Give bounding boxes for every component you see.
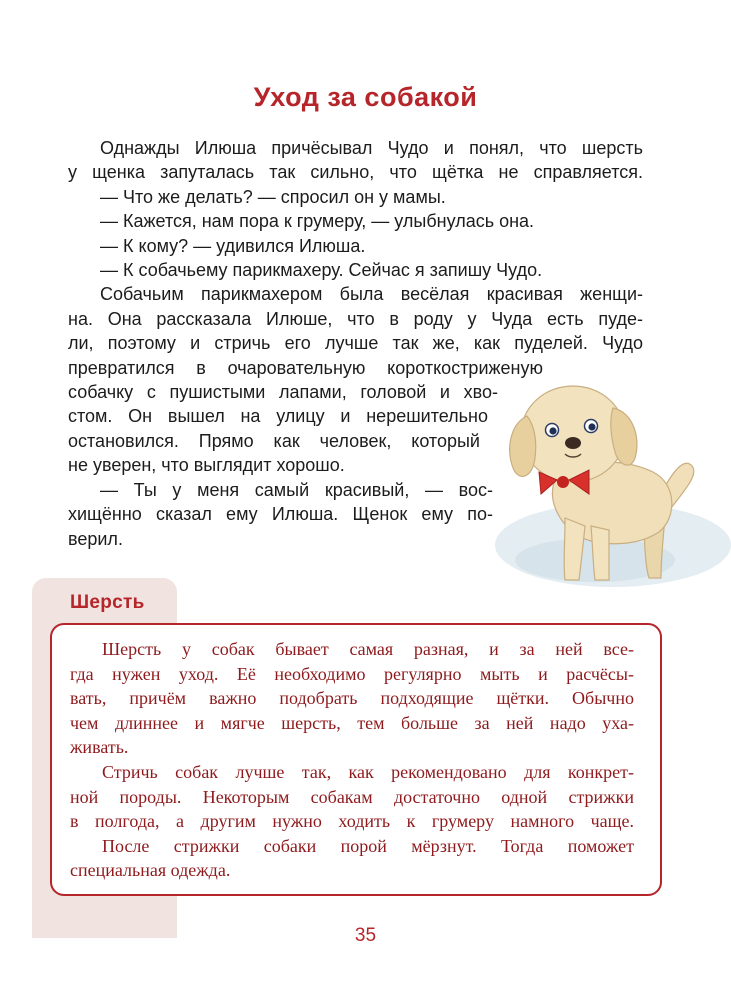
story-line: у щенка запуталась так сильно, что щётка не справляется. [68, 162, 643, 183]
dog-front-leg-right [591, 526, 609, 580]
dog-pupil-right [588, 423, 595, 430]
story-line: ли, поэтому и стричь его лучше так же, как пуделей. Чудо [68, 333, 643, 354]
info-line: гда нужен уход. Её необходимо регулярно мыть и расчёсы- [70, 663, 634, 684]
info-line: живать. [70, 737, 129, 758]
page-number: 35 [354, 925, 377, 946]
info-line: чем длиннее и мягче шерсть, тем больше за ней надо уха- [70, 712, 634, 733]
story-line: — Кажется, нам пора к грумеру, — улыбнулась она. [100, 211, 535, 232]
sidebar-heading: Шерсть [70, 592, 145, 613]
dog-pupil-left [549, 427, 556, 434]
story-line: Собачьим парикмахером была весёлая красивая женщи- [100, 284, 643, 305]
info-line: Шерсть у собак бывает самая разная, и за ней все- [102, 639, 634, 659]
info-line: После стрижки собаки порой мёрзнут. Тогда поможет [102, 835, 634, 856]
dog-with-red-bow-illustration [495, 350, 731, 590]
story-line: стом. Он вышел на улицу и нерешительно [68, 406, 488, 427]
dog-nose [565, 437, 581, 449]
info-line: ной породы. Некоторым собакам достаточно одной стрижки [70, 786, 634, 807]
dog-bow-knot [557, 476, 569, 488]
page-title: Уход за собакой [253, 82, 478, 112]
info-line: Стричь собак лучше так, как рекомендовано для конкрет- [102, 761, 634, 782]
story-line: верил. [68, 528, 123, 549]
dog-head [521, 386, 625, 482]
story-line: не уверен, что выглядит хорошо. [68, 455, 345, 476]
story-line: — К кому? — удивился Илюша. [100, 235, 366, 256]
info-box-text [70, 637, 634, 883]
info-line: в полгода, а другим нужно ходить к грумеру намного чаще. [70, 811, 634, 832]
story-line: Однажды Илюша причёсывал Чудо и понял, что шерсть [100, 138, 643, 158]
info-line: специальная одежда. [70, 860, 231, 881]
story-line: — Ты у меня самый красивый, — вос- [100, 479, 493, 500]
story-line: хищённо сказал ему Илюша. Щенок ему по- [68, 504, 493, 525]
dog-ear-left [510, 416, 536, 476]
story-line: превратился в очаровательную короткостриженую [68, 357, 543, 378]
story-line: на. Она рассказала Илюше, что в роду у Чуда есть пуде- [68, 308, 643, 329]
info-line: вать, причём важно подобрать подходящие щётки. Обычно [70, 688, 634, 709]
story-line: остановился. Прямо как человек, который [68, 430, 480, 451]
story-line: собачку с пушистыми лапами, головой и хво- [68, 382, 498, 403]
story-line: — К собачьему парикмахеру. Сейчас я запишу Чудо. [100, 260, 543, 281]
story-line: — Что же делать? — спросил он у мамы. [100, 186, 446, 207]
